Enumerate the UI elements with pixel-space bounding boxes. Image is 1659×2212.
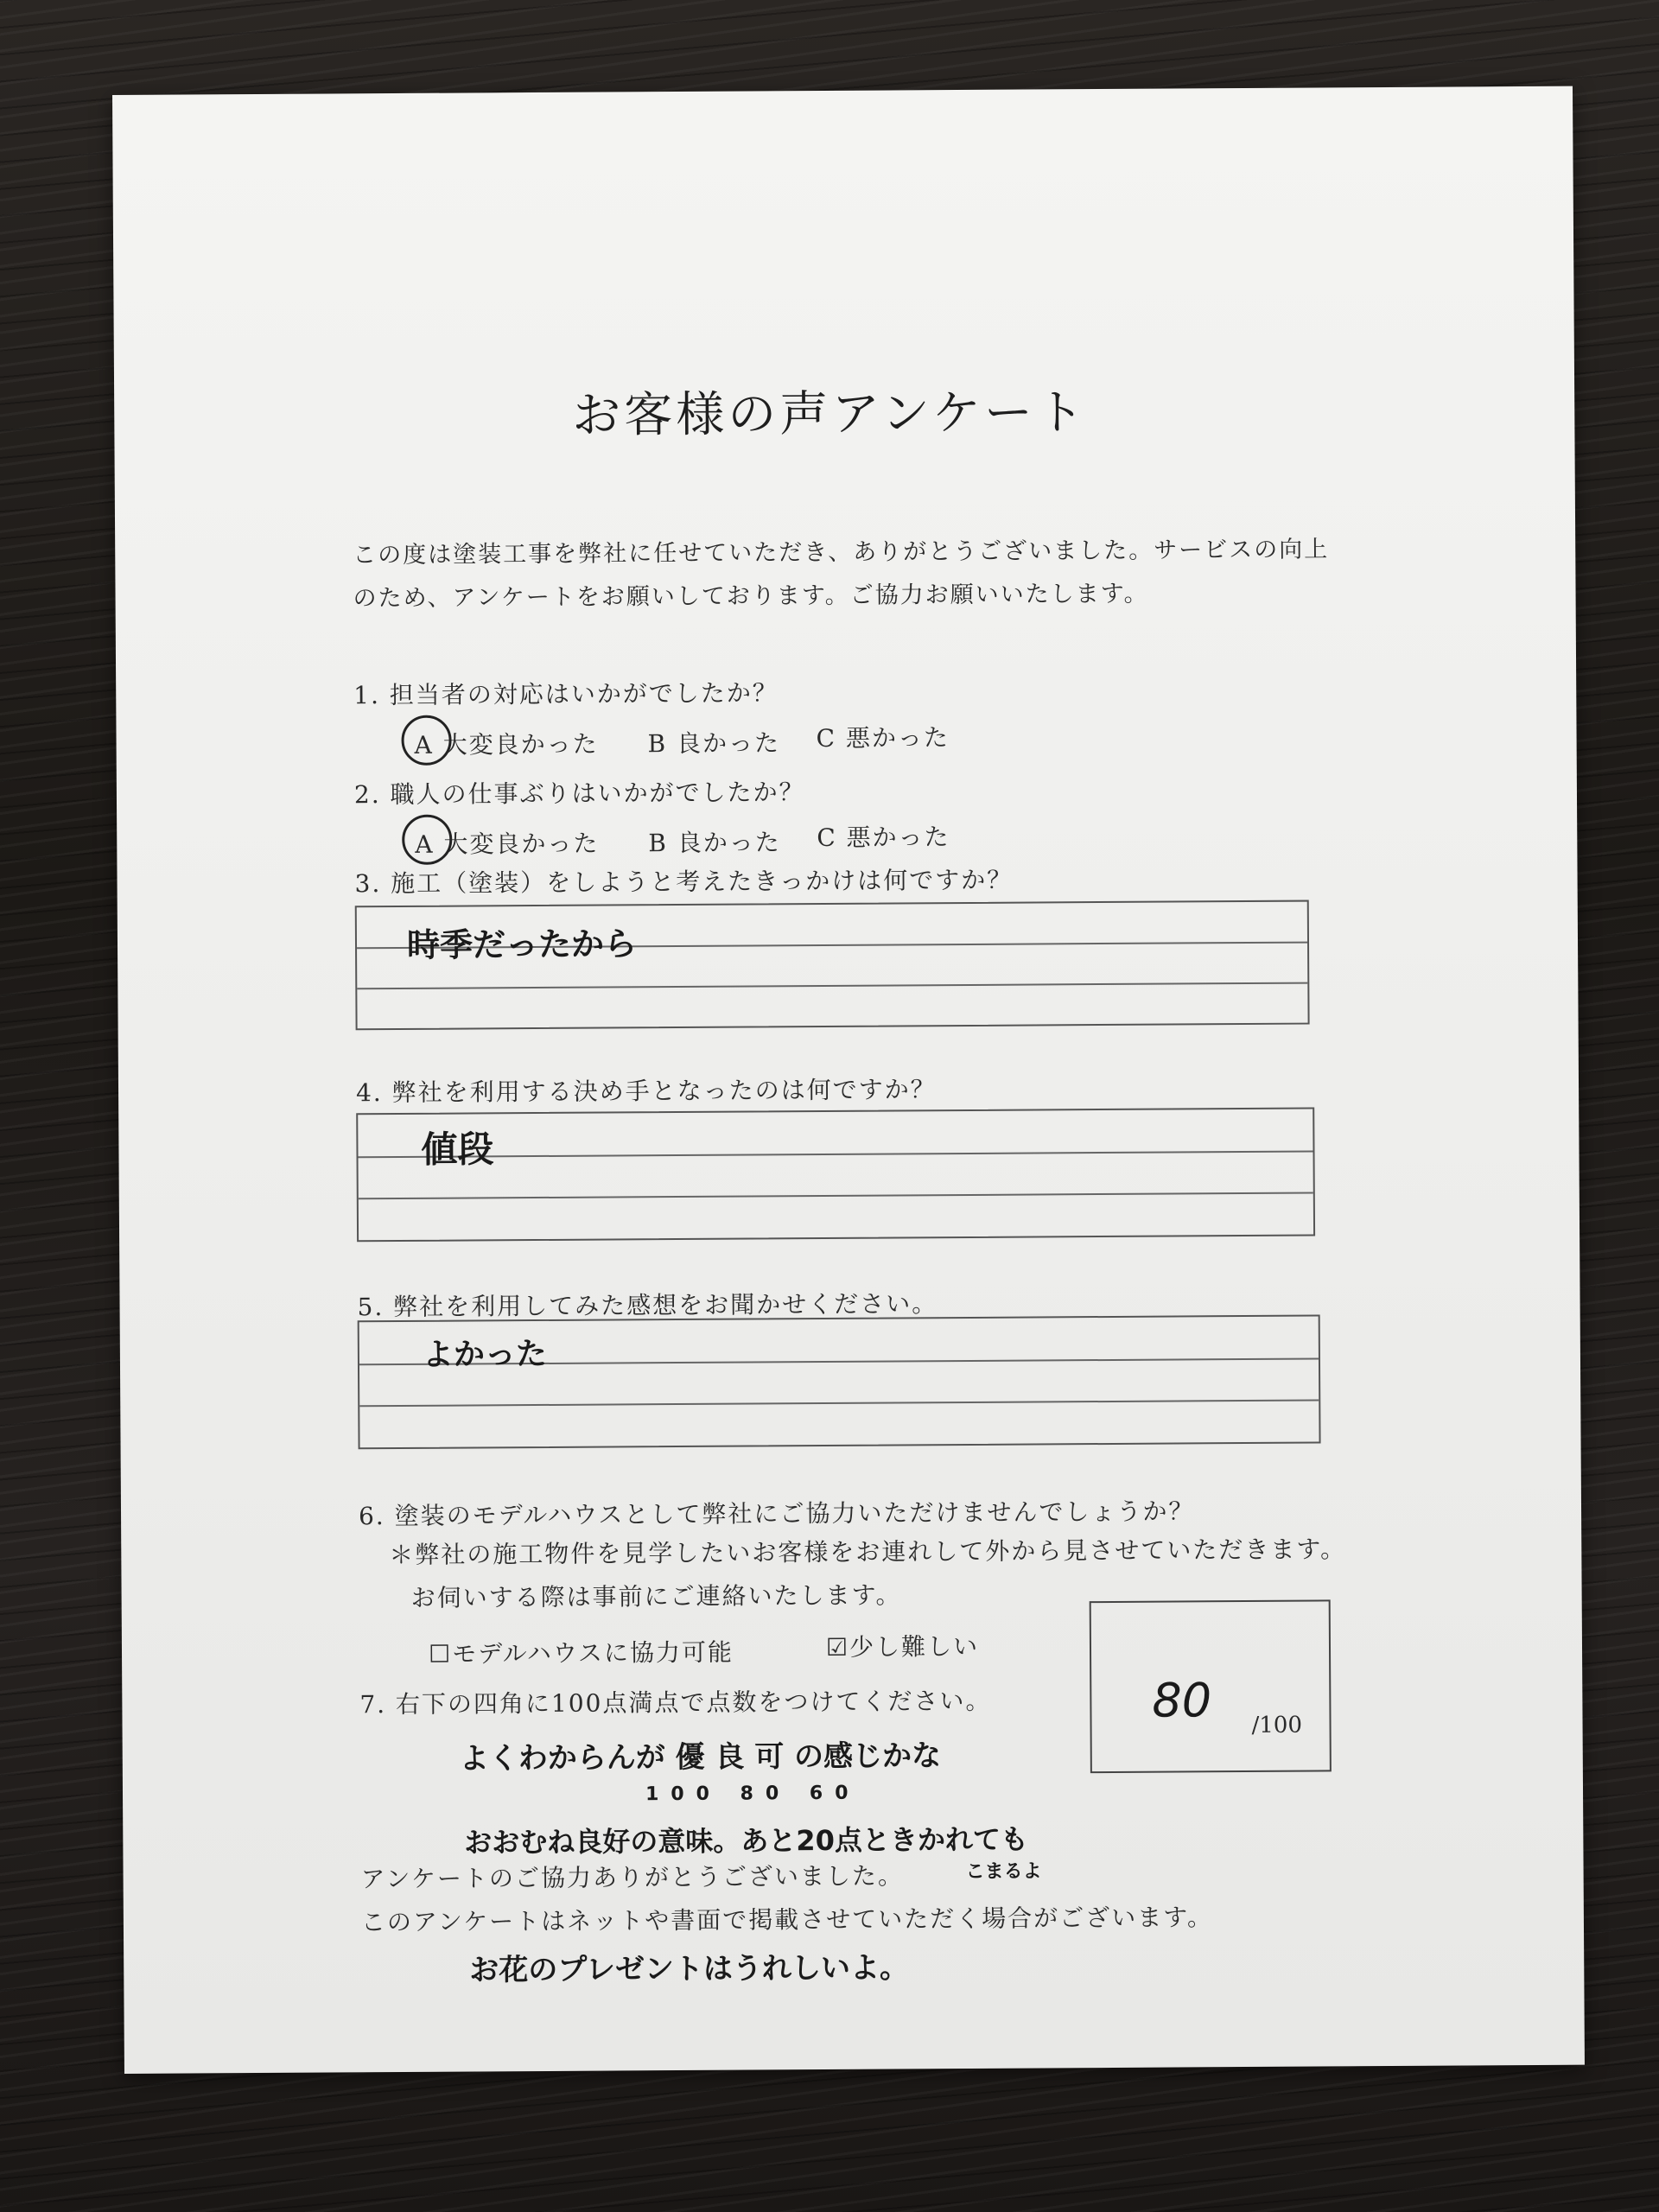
page-title: お客様の声アンケート [572, 385, 1089, 444]
q3-answer-text: 時季だったから [406, 925, 638, 964]
checkbox-checked-icon[interactable]: ☑ [825, 1632, 850, 1662]
q4-answer-text: 値段 [421, 1128, 494, 1171]
q7-handwritten-line-2: おおむね良好の意味。あと20点ときかれても [464, 1822, 1029, 1859]
q2-option-b[interactable]: B 良かった [648, 828, 781, 858]
intro-line-2: のため、アンケートをお願いしております。ご協力お願いいたします。 [353, 580, 1149, 613]
question-6-label: 6. 塗装のモデルハウスとして弊社にご協力いただけませんでしょうか？ [358, 1497, 1195, 1531]
closing-publication-note: このアンケートはネットや書面で掲載させていただく場合がございます。 [360, 1903, 1214, 1937]
question-7-label: 7. 右下の四角に100点満点で点数をつけてください。 [359, 1686, 992, 1719]
q2-option-c[interactable]: C 悪かった [817, 823, 950, 853]
score-max: /100 [1251, 1712, 1303, 1738]
q2-selection-circle [402, 815, 452, 865]
question-3-label: 3. 施工（塗装）をしようと考えたきっかけは何ですか？ [354, 865, 1014, 899]
q7-handwritten-line-3: こまるよ [965, 1860, 1042, 1884]
q6-option-cooperate-label: モデルハウスに協力可能 [452, 1637, 734, 1669]
closing-thanks: アンケートのご協力ありがとうございました。 [360, 1861, 905, 1894]
checkbox-empty-icon[interactable]: ☐ [428, 1639, 453, 1669]
q6-option-difficult-label: 少し難しい [849, 1631, 980, 1662]
score-box[interactable] [1090, 1599, 1332, 1773]
q6-option-difficult[interactable] [826, 1628, 979, 1663]
q1-option-a[interactable]: A 大変良かった [414, 729, 599, 760]
question-5-label: 5. 弊社を利用してみた感想をお聞かせください。 [357, 1289, 938, 1322]
q6-note-1: ＊弊社の施工物件を見学したいお客様をお連れして外から見させていただきます。 [389, 1535, 1347, 1570]
survey-sheet [112, 86, 1585, 2074]
question-4-label: 4. 弊社を利用する決め手となったのは何ですか？ [355, 1075, 937, 1108]
q2-option-a[interactable]: A 大変良かった [415, 829, 600, 859]
question-2-label: 2. 職人の仕事ぶりはいかがでしたか？ [353, 778, 805, 810]
question-1-label: 1. 担当者の対応はいかがでしたか？ [353, 678, 779, 710]
q5-answer-text: よかった [422, 1336, 548, 1373]
q7-handwritten-scale: 100 80 60 [645, 1782, 861, 1806]
q6-note-2: お伺いする際は事前にご連絡いたします。 [410, 1580, 902, 1612]
q1-option-b[interactable]: B 良かった [647, 728, 781, 759]
q1-selection-circle [401, 715, 451, 766]
score-value: 80 [1152, 1673, 1212, 1728]
handwritten-footer: お花のプレゼントはうれしいよ。 [469, 1950, 910, 1988]
q7-handwritten-line-1: よくわからんが 優 良 可 の感じかな [459, 1738, 942, 1777]
q4-answer-box[interactable] [356, 1108, 1315, 1243]
intro-line-1: この度は塗装工事を弊社に任せていただき、ありがとうございました。サービスの向上 [353, 536, 1330, 569]
q1-option-c[interactable]: C 悪かった [816, 723, 950, 753]
q6-option-cooperate[interactable] [429, 1634, 734, 1670]
